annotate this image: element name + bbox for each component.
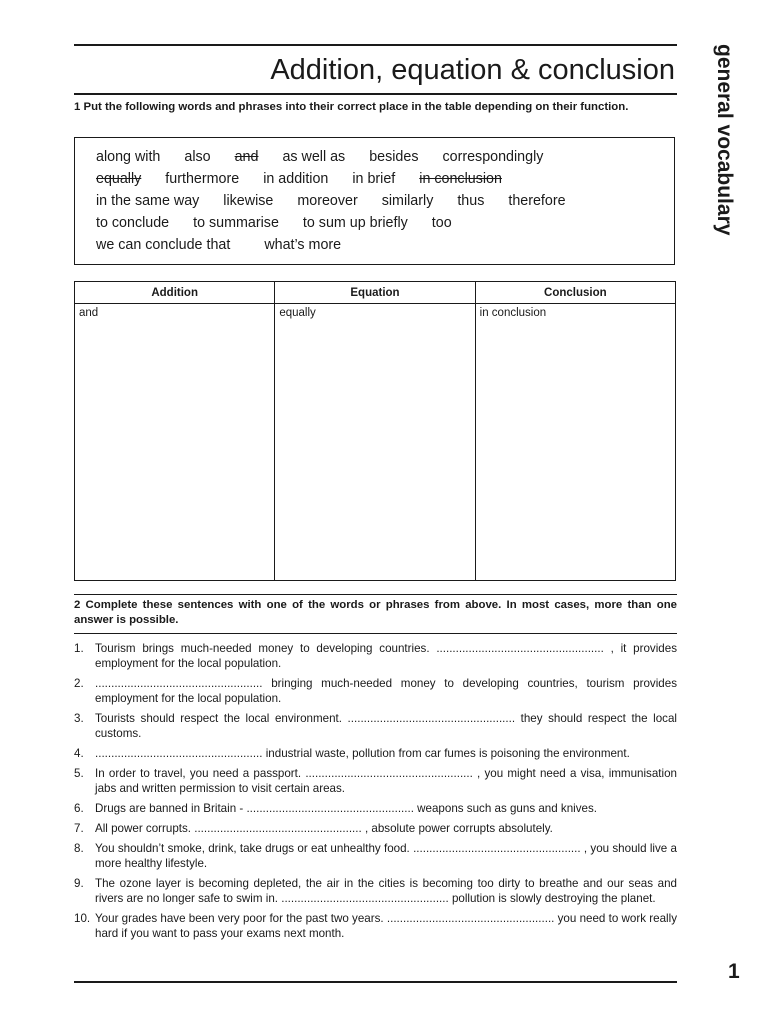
word-item: therefore	[508, 193, 566, 209]
section2-underline	[74, 633, 677, 634]
word-item: to summarise	[193, 215, 279, 231]
sentence-item: 8. You shouldn’t smoke, drink, take drugs or eat unhealthy food. .................................................... , you should live a more healthy lifestyle.	[74, 842, 677, 870]
word-item: what’s more	[264, 237, 342, 253]
word-bank-line	[96, 168, 522, 190]
bottom-rule	[74, 981, 677, 983]
sentence-item: 2. .................................................... bringing much-needed money to developing countries, tourism provides employment for the local population.	[74, 677, 677, 705]
word-item: to sum up briefly	[302, 215, 408, 231]
sentence-text: Your grades have been very poor for the past two years. .................................................... you need to work really hard if you want to pass your exams next month.	[95, 912, 677, 940]
exercise-1-instruction: 1 Put the following words and phrases into their correct place in the table depending on their function.	[74, 101, 629, 113]
sentence-text: .................................................... industrial waste, pollution from car fumes is poisoning the environment.	[95, 747, 630, 760]
conclusion-cell[interactable]: in conclusion	[475, 304, 675, 581]
word-item-struck: equally	[96, 171, 142, 187]
sentence-item: 9. The ozone layer is becoming depleted, the air in the cities is becoming too dirty to breathe and our seas and rivers are no longer safe to swim in. .................................................... pollution is slowly destroying the planet.	[74, 877, 677, 905]
page-title: Addition, equation & conclusion	[270, 54, 675, 86]
word-item: thus	[457, 193, 485, 209]
word-item: as well as	[282, 149, 346, 165]
sentence-text: Tourism brings much-needed money to developing countries. .................................................... , it provides employment for the local population.	[95, 642, 677, 670]
word-item: correspondingly	[442, 149, 544, 165]
top-rule	[74, 44, 677, 46]
sentence-text: In order to travel, you need a passport. .................................................... , you might need a visa, immunisation jabs and written permission to visit certain areas.	[95, 767, 677, 795]
word-item: furthermore	[165, 171, 240, 187]
sentence-item: 6. Drugs are banned in Britain - .................................................... weapons such as guns and knives.	[74, 802, 597, 815]
word-item: too	[431, 215, 452, 231]
word-item: besides	[369, 149, 419, 165]
sentence-item: 7. All power corrupts. .................................................... , absolute power corrupts absolutely.	[74, 822, 553, 835]
sentence-text: The ozone layer is becoming depleted, the air in the cities is becoming too dirty to breathe and our seas and rivers are no longer safe to swim in. .................................................... pollution is slowly destroying the planet.	[95, 877, 677, 905]
table-row	[75, 304, 676, 581]
word-bank-line	[96, 146, 563, 168]
column-header-addition: Addition	[75, 282, 275, 304]
exercise-2-list	[74, 641, 677, 946]
word-item: in brief	[352, 171, 396, 187]
sentence-item: 10. Your grades have been very poor for the past two years. .................................................... you need to work really hard if you want to pass your exams next month.	[74, 912, 677, 940]
table-header-row	[75, 282, 676, 304]
word-item: to conclude	[96, 215, 170, 231]
word-bank-line	[96, 212, 472, 234]
word-bank-line	[96, 190, 586, 212]
word-item-struck: and	[234, 149, 259, 165]
exercise-2-instruction: 2 Complete these sentences with one of the words or phrases from above. In most cases, more than one answer is possible.	[74, 599, 677, 626]
word-item: also	[184, 149, 211, 165]
sentence-text: .................................................... bringing much-needed money to developing countries, tourism provides employment for the local population.	[95, 677, 677, 705]
title-underline	[74, 93, 677, 95]
column-header-conclusion: Conclusion	[475, 282, 675, 304]
word-bank-line	[96, 234, 361, 256]
page-number: 1	[728, 960, 740, 983]
word-item: along with	[96, 149, 161, 165]
word-bank-box	[74, 137, 675, 265]
side-section-label: general vocabulary	[713, 44, 736, 236]
sentence-text: You shouldn’t smoke, drink, take drugs or eat unhealthy food. .................................................... , you should live a more healthy lifestyle.	[95, 842, 677, 870]
word-item: similarly	[381, 193, 434, 209]
sentence-item: 3. Tourists should respect the local environment. .................................................... they should respect the local customs.	[74, 712, 677, 740]
sentence-text: Drugs are banned in Britain - .................................................... weapons such as guns and knives.	[95, 802, 597, 815]
vocabulary-table	[74, 281, 676, 581]
addition-cell[interactable]: and	[75, 304, 275, 581]
word-item: moreover	[297, 193, 358, 209]
word-item: we can conclude that	[96, 237, 231, 253]
sentence-text: Tourists should respect the local environment. .................................................... they should respect the local customs.	[95, 712, 677, 740]
sentence-item: 1. Tourism brings much-needed money to developing countries. .................................................... , it provides employment for the local population.	[74, 642, 677, 670]
sentence-item: 4. .................................................... industrial waste, pollution from car fumes is poisoning the environment.	[74, 747, 630, 760]
column-header-equation: Equation	[275, 282, 475, 304]
section2-rule	[74, 594, 677, 595]
sentence-text: All power corrupts. .................................................... , absolute power corrupts absolutely.	[95, 822, 553, 835]
word-item: likewise	[223, 193, 274, 209]
equation-cell[interactable]: equally	[275, 304, 475, 581]
word-item: in addition	[263, 171, 329, 187]
sentence-item: 5. In order to travel, you need a passport. .................................................... , you might need a visa, immunisation jabs and written permission to visit certain areas.	[74, 767, 677, 795]
word-item: in the same way	[96, 193, 200, 209]
word-item-struck: in conclusion	[419, 171, 502, 187]
